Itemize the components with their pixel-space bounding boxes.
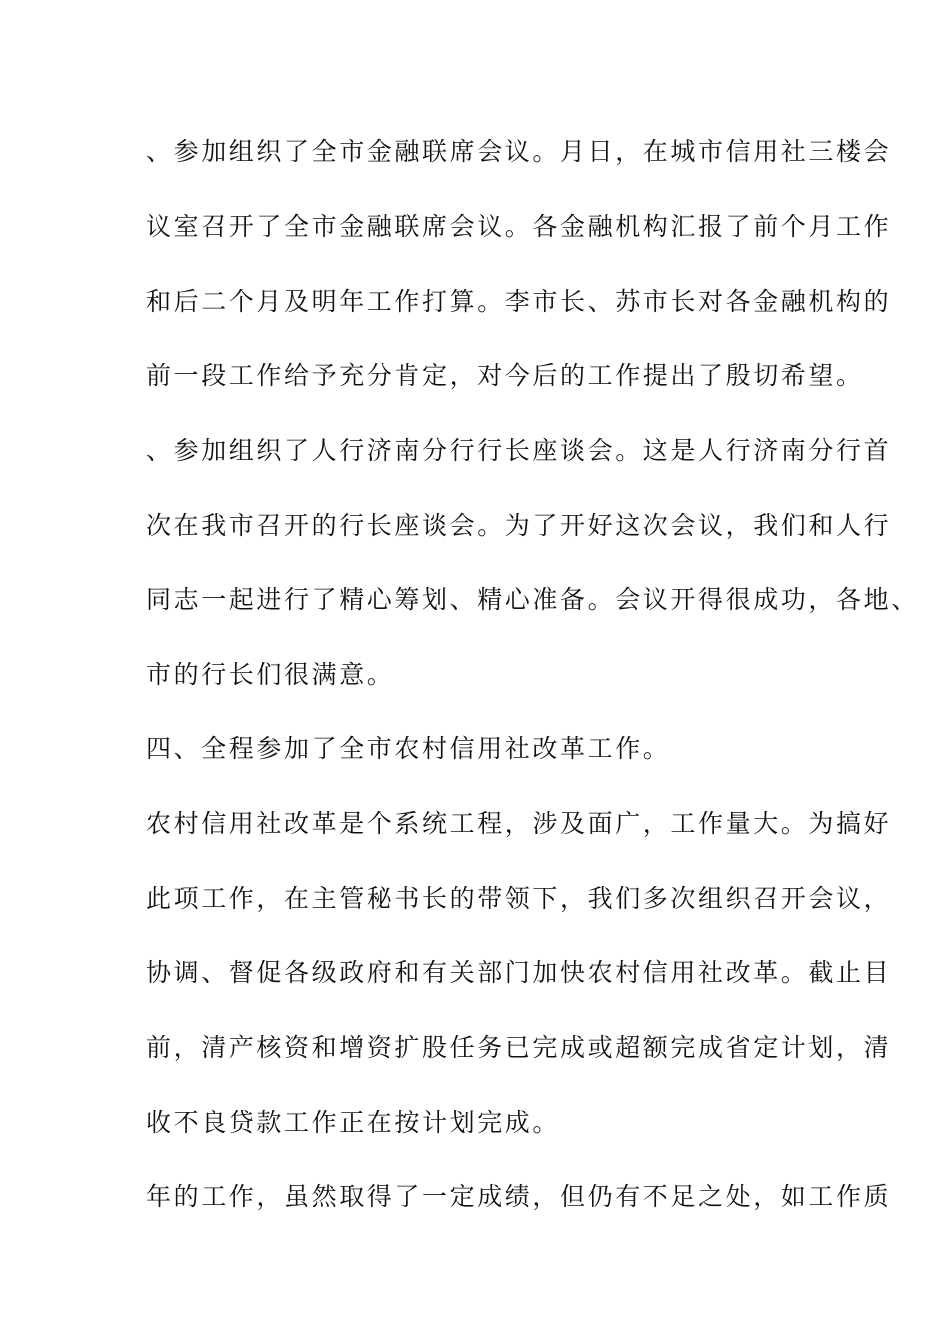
text-line: 年的工作，虽然取得了一定成绩，但仍有不足之处，如工作质 [146,1182,892,1211]
text-line: 次在我市召开的行长座谈会。为了开好这次会议，我们和人行 [146,511,892,540]
text-line: 、参加组织了人行济南分行行长座谈会。这是人行济南分行首 [146,436,892,465]
text-line: 农村信用社改革是个系统工程，涉及面广，工作量大。为搞好 [146,809,892,838]
text-line: 议室召开了全市金融联席会议。各金融机构汇报了前个月工作 [146,212,892,241]
section-heading: 四、全程参加了全市农村信用社改革工作。 [146,734,671,763]
text-line: 和后二个月及明年工作打算。李市长、苏市长对各金融机构的 [146,287,892,316]
text-line: 前，清产核资和增资扩股任务已完成或超额完成省定计划，清 [146,1033,892,1062]
text-line: 前一段工作给予充分肯定，对今后的工作提出了殷切希望。 [146,361,864,390]
text-line: 协调、督促各级政府和有关部门加快农村信用社改革。截止目 [146,958,892,987]
text-line: 此项工作，在主管秘书长的带领下，我们多次组织召开会议， [146,884,892,913]
text-line: 收不良贷款工作正在按计划完成。 [146,1108,561,1137]
text-line: 、参加组织了全市金融联席会议。月日，在城市信用社三楼会 [146,137,892,166]
text-line: 同志一起进行了精心筹划、精心准备。会议开得很成功，各地、 [146,585,919,614]
text-line: 市的行长们很满意。 [146,660,395,689]
